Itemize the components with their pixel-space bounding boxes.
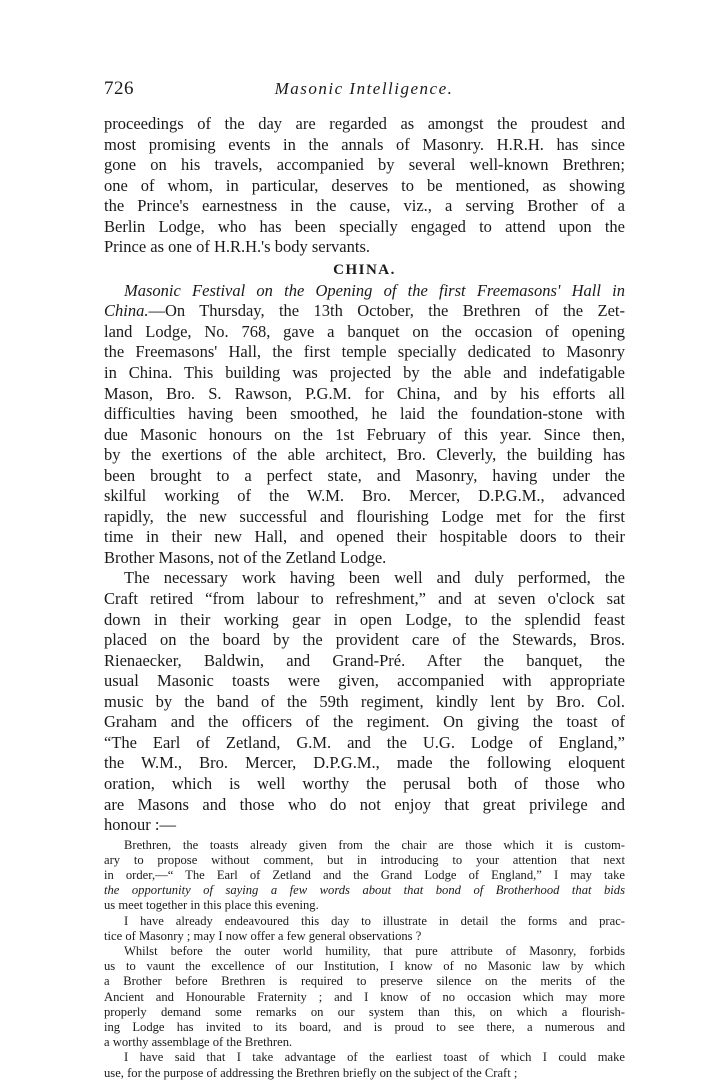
text-line: oration, which is well worthy the perusal both of those who [104,773,625,793]
text-line: the Prince's earnestness in the cause, viz., a serving Brother of a [104,196,625,216]
text-line: honour :— [104,815,176,835]
text-line: proceedings of the day are regarded as amongst the proudest and [104,114,625,133]
oration-paragraph [104,838,625,914]
text-line: difficulties having been smoothed, he laid the foundation-stone with [104,404,625,424]
quote-line: a Brother before Brethren is required to preserve silence on the merits of the [104,974,625,989]
text-line: skilful working of the W.M. Bro. Mercer, D.P.G.M., advanced [104,486,625,506]
page-header [104,74,624,104]
china-paragraph [104,281,625,569]
text-line: Berlin Lodge, who has been specially engaged to attend upon the [104,216,625,236]
text-line: by the exertions of the able architect, Bro. Cleverly, the building has [104,445,625,465]
text-line: the Freemasons' Hall, the first temple specially dedicated to Masonry [104,342,625,362]
quote-line: Whilst before the outer world humility, that pure attribute of Masonry, forbids [124,944,625,959]
quote-line: tice of Masonry ; may I now offer a few general observations ? [104,928,422,943]
text-line: rapidly, the new successful and flourishing Lodge met for the first [104,506,625,526]
running-head: Masonic Intelligence. [274,79,454,98]
text-line: gone on his travels, accompanied by several well-known Brethren; [104,155,625,175]
text-line: “The Earl of Zetland, G.M. and the U.G. Lodge of England,” [104,732,625,752]
quote-line: in order,—“ The Earl of Zetland and the Grand Lodge of England,” I may take [104,868,625,882]
text-line: The necessary work having been well and duly performed, the [124,568,625,588]
quote-line: Brethren, the toasts already given from the chair are those which it is custom- [124,837,625,852]
article-body [104,114,625,1081]
quote-line: ing Lodge has invited to its board, and is proud to see there, a numerous and [104,1020,625,1035]
text-line: time in their new Hall, and opened their hospitable doors to their [104,527,625,547]
text-line: due Masonic honours on the 1st February of this year. Since then, [104,424,625,444]
text-line: Craft retired “from labour to refreshment,” and at seven o'clock sat [104,589,625,609]
oration-paragraph [104,944,625,1050]
quote-line: I have already endeavoured this day to illustrate in detail the forms and prac- [124,913,625,928]
text-fragment: —On Thursday, the 13th October, the Brethren of the Zet- [148,301,625,321]
text-line: Mason, Bro. S. Rawson, P.G.M. for China, and by his efforts all [104,383,625,403]
quote-line: Ancient and Honourable Fraternity ; and I know of no occasion which may more [104,989,625,1004]
quote-line: ary to propose without comment, but in introducing to your attention that next [104,852,625,867]
text-line: Rienaecker, Baldwin, and Grand-Pré. After the banquet, the [104,650,625,670]
text-line: been brought to a perfect state, and Masonry, having under the [104,465,625,485]
oration-quote [104,838,625,1081]
intro-paragraph [104,114,625,258]
text-line [104,301,625,322]
text-line: most promising events in the annals of Masonry. H.R.H. has since [104,134,625,154]
text-line: the W.M., Bro. Mercer, D.P.G.M., made the following eloquent [104,753,625,773]
banquet-paragraph [104,568,625,835]
article-heading-line: Masonic Festival on the Opening of the first Freemasons' Hall in [124,280,625,300]
text-line: one of whom, in particular, deserves to be mentioned, as showing [104,175,625,195]
quote-line: I have said that I take advantage of the earliest toast of which I could make [124,1050,625,1065]
text-line: land Lodge, No. 768, gave a banquet on the occasion of opening [104,321,625,341]
text-line: music by the band of the 59th regiment, kindly lent by Bro. Col. [104,691,625,711]
page-number: 726 [104,78,134,99]
oration-paragraph [104,1050,625,1080]
text-line: Prince as one of H.R.H.'s body servants. [104,237,371,257]
text-line: placed on the board by the provident care of the Stewards, Bros. [104,630,625,650]
text-line: Graham and the officers of the regiment. On giving the toast of [104,712,625,732]
section-title: CHINA. [333,261,396,278]
quote-line: a worthy assemblage of the Brethren. [104,1035,293,1050]
text-line: are Masons and those who do not enjoy that great privilege and [104,794,625,814]
quote-line: properly demand some remarks on our system than this, on which a flourish- [104,1004,625,1019]
quote-line: use, for the purpose of addressing the Brethren briefly on the subject of the Craft ; [104,1065,518,1080]
text-line: in China. This building was projected by the able and indefatigable [104,363,625,383]
quote-line: us to vaunt the excellence of our Institution, I know of no Masonic law by which [104,959,625,974]
text-line: Brother Masons, not of the Zetland Lodge. [104,547,387,567]
oration-paragraph [104,914,625,944]
quote-line: us meet together in this place this evening. [104,898,319,913]
text-line: down in their working gear in open Lodge, to the splendid feast [104,609,625,629]
article-heading-tail: China. [104,301,149,321]
quote-line: the opportunity of saying a few words about that bond of Brotherhood that bids [104,883,625,898]
text-line: usual Masonic toasts were given, accompanied with appropriate [104,671,625,691]
